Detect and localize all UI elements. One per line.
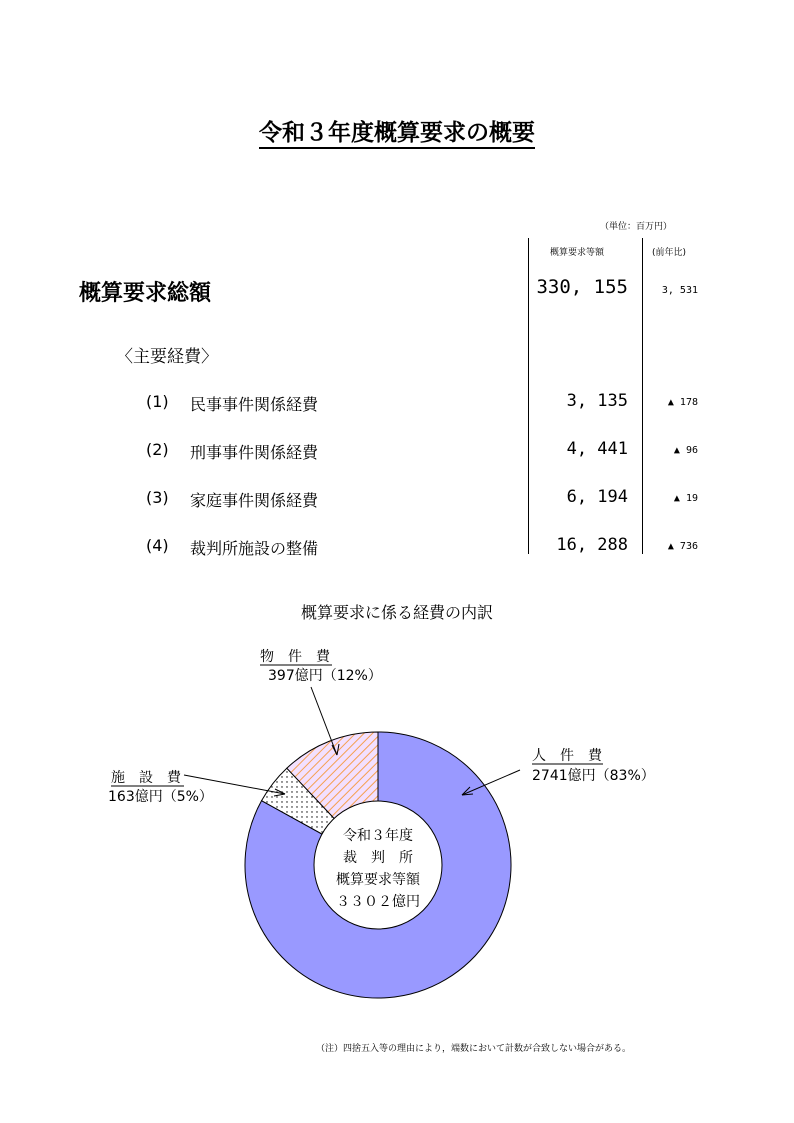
total-diff: 3, 531 — [661, 285, 698, 296]
total-label: 概算要求総額 — [79, 281, 212, 306]
row-label: 家庭事件関係経費 — [190, 491, 319, 510]
row-label: 裁判所施設の整備 — [190, 539, 319, 558]
page-title — [0, 114, 794, 147]
row-value: 4, 441 — [566, 439, 628, 459]
row-value: 16, 288 — [556, 535, 628, 555]
page-title-text: 令和３年度概算要求の概要 — [259, 120, 535, 149]
slice-label-name: 物 件 費 — [260, 649, 330, 665]
row-number: (2) — [146, 440, 169, 459]
row-label: 民事事件関係経費 — [190, 395, 319, 414]
center-label-line: ３３０２億円 — [336, 894, 420, 910]
amount-column-header: 概算要求等額 — [550, 248, 605, 258]
section-label: 〈主要経費〉 — [116, 347, 218, 367]
slice-label-name: 人 件 費 — [532, 748, 602, 764]
footnote: （注）四捨五入等の理由により，端数において計数が合致しない場合がある。 — [316, 1044, 632, 1054]
slice-label-name: 施 設 費 — [111, 770, 181, 786]
row-value: 3, 135 — [566, 391, 628, 411]
chart-title: 概算要求に係る経費の内訳 — [300, 603, 493, 622]
row-number: (3) — [146, 488, 169, 507]
row-number: (4) — [146, 536, 169, 555]
diff-column-header: (前年比) — [652, 248, 687, 258]
total-value: 330, 155 — [536, 276, 628, 298]
row-diff: ▲ 178 — [667, 397, 698, 408]
slice-label-detail: 2741億円（83%） — [532, 768, 655, 784]
slice-label-detail: 163億円（5%） — [108, 789, 213, 805]
center-label-line: 概算要求等額 — [336, 872, 420, 888]
row-number: (1) — [146, 392, 169, 411]
unit-label: （単位：百万円） — [600, 222, 673, 232]
row-label: 刑事事件関係経費 — [190, 443, 319, 462]
slice-label-detail: 397億円（12%） — [268, 668, 382, 684]
column-divider-right — [642, 238, 643, 554]
row-diff: ▲ 736 — [667, 541, 698, 552]
row-diff: ▲ 96 — [673, 445, 698, 456]
row-value: 6, 194 — [566, 487, 628, 507]
donut-chart — [0, 630, 794, 1030]
column-divider-left — [528, 238, 529, 554]
row-diff: ▲ 19 — [673, 493, 698, 504]
center-label-line: 裁 判 所 — [343, 850, 413, 866]
center-label-line: 令和３年度 — [343, 828, 413, 844]
